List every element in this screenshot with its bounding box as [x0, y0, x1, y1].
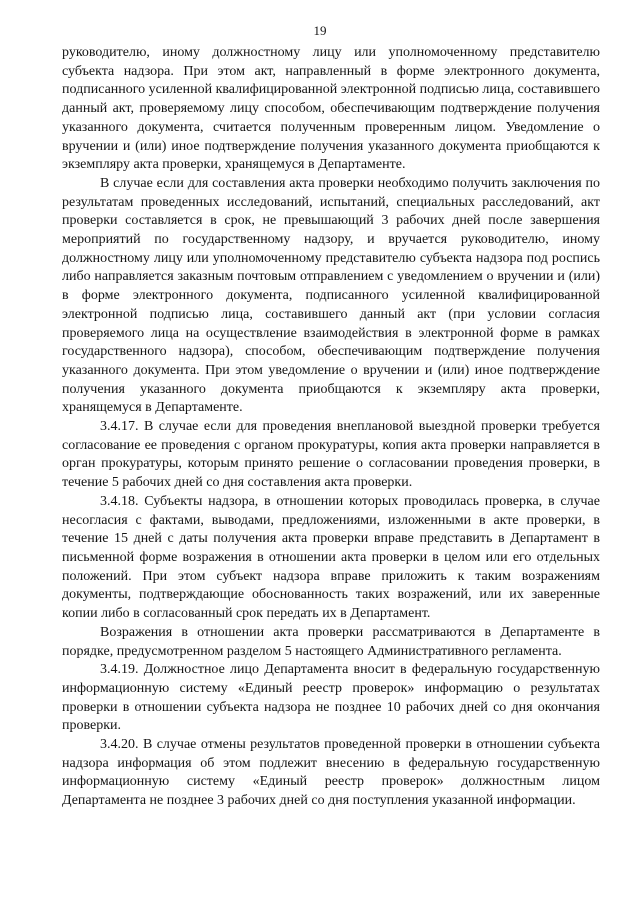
paragraph-3-4-19: 3.4.19. Должностное лицо Департамента вносит в федеральную государственную информационную систему «Единый реестр проверок» информацию о результатах проверки в отношении субъекта надзора не позднее 10 рабочих дней со дня окончания проверки. [62, 662, 600, 734]
page-number: 19 [313, 23, 327, 38]
paragraph-act-with-conclusions: В случае если для составления акта проверки необходимо получить заключения по результатам проведенных исследований, испытаний, специальных расследований, акт проверки составляется в срок, не превышающий 3 рабочих дней после завершения мероприятий по государственному надзору, и вручается руководителю, иному должностному лицу или уполномоченному представителю субъекта надзора под роспись либо направляется заказным почтовым отправлением с уведомлением о вручении и (или) в форме электронного документа, подписанного усиленной квалифицированной электронной подписью лица, составившего данный акт (при условии согласия проверяемого лица на осуществление взаимодействия в электронной форме в рамках государственного надзора), способом, обеспечивающим подтверждение получения указанного документа. При этом уведомление о вручении и (или) иное подтверждение получения указанного документа приобщаются к экземпляру акта проверки, хранящемуся в Департаменте. [62, 175, 600, 416]
paragraph-3-4-17: 3.4.17. В случае если для проведения внеплановой выездной проверки требуется согласование ее проведения с органом прокуратуры, копия акта проверки направляется в орган прокуратуры, которым принято решение о согласовании проведения проверки, в течение 5 рабочих дней со дня составления акта проверки. [62, 419, 600, 491]
document-body [62, 44, 600, 811]
paragraph-3-4-18: 3.4.18. Субъекты надзора, в отношении которых проводилась проверка, в случае несогласия с фактами, выводами, предложениями, изложенными в акте проверки, в течение 15 дней с даты получения акта проверки вправе представить в Департамент в письменной форме возражения в отношении акта проверки в целом или его отдельных положений. При этом субъект надзора вправе приложить к таким возражениям документы, подтверждающие обоснованность таких возражений, или их заверенные копии либо в согласованный срок передать их в Департамент. [62, 493, 600, 622]
paragraph-act-delivery-continuation: руководителю, иному должностному лицу или уполномоченному представителю субъекта надзора. При этом акт, направленный в форме электронного документа, подписанного усиленной квалифицированной электронной подписью лица, составившего данный акт, проверяемому лицу способом, обеспечивающим подтверждение получения указанного документа, считается полученным проверенным лицом. Уведомление о вручении и (или) иное подтверждение получения указанного документа приобщаются к экземпляру акта проверки, хранящемуся в Департаменте. [62, 45, 600, 173]
paragraph-3-4-20: 3.4.20. В случае отмены результатов проведенной проверки в отношении субъекта надзора информация об этом подлежит внесению в федеральную государственную информационную систему «Единый реестр проверок» должностным лицом Департамента не позднее 3 рабочих дней со дня поступления указанной информации. [62, 737, 600, 809]
paragraph-objections-review: Возражения в отношении акта проверки рассматриваются в Департаменте в порядке, предусмотренном разделом 5 настоящего Административного регламента. [62, 624, 600, 659]
